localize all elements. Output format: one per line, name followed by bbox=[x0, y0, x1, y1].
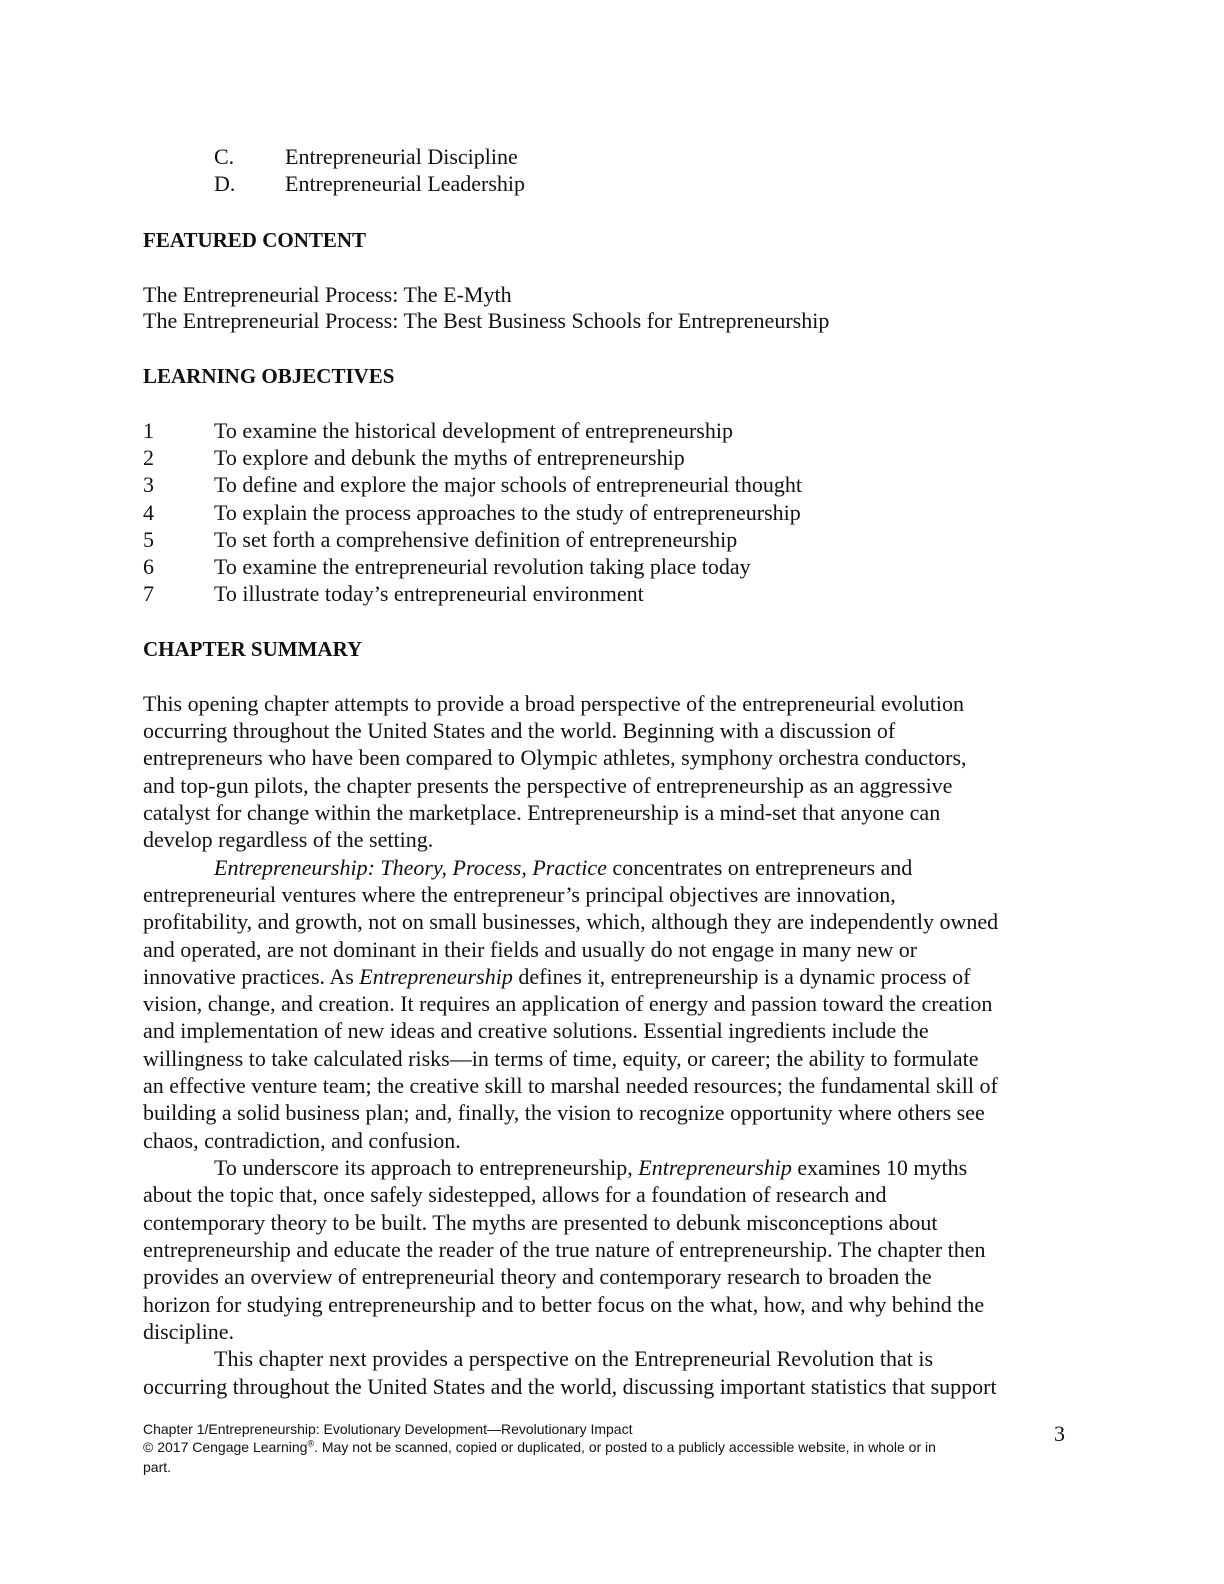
summary-line: vision, change, and creation. It requires an application of energy and passion toward the creation bbox=[143, 991, 993, 1016]
summary-line: chaos, contradiction, and confusion. bbox=[143, 1128, 461, 1153]
objective-number: 3 bbox=[143, 472, 154, 497]
learning-objectives-heading: LEARNING OBJECTIVES bbox=[143, 364, 395, 388]
summary-line: contemporary theory to be built. The myths are presented to debunk misconceptions about bbox=[143, 1210, 938, 1235]
featured-item: The Entrepreneurial Process: The Best Business Schools for Entrepreneurship bbox=[143, 308, 830, 333]
summary-line: This chapter next provides a perspective on the Entrepreneurial Revolution that is bbox=[214, 1346, 934, 1371]
summary-line bbox=[214, 855, 912, 881]
outline-text: Entrepreneurial Discipline bbox=[285, 144, 518, 169]
objective-item bbox=[143, 554, 751, 580]
summary-line: and implementation of new ideas and creative solutions. Essential ingredients include the bbox=[143, 1018, 929, 1043]
summary-line: willingness to take calculated risks—in terms of time, equity, or career; the ability to formulate bbox=[143, 1046, 979, 1071]
objective-item bbox=[143, 500, 801, 526]
copyright-text: . May not be scanned, copied or duplicated, or posted to a publicly accessible website, in whole or in bbox=[314, 1439, 936, 1455]
objective-item bbox=[143, 445, 685, 471]
summary-line: and operated, are not dominant in their fields and usually do not engage in many new or bbox=[143, 937, 918, 962]
summary-line: entrepreneurs who have been compared to Olympic athletes, symphony orchestra conductors, bbox=[143, 745, 967, 770]
summary-text: innovative practices. As bbox=[143, 964, 360, 989]
outline-item bbox=[214, 171, 525, 197]
objective-text: To explain the process approaches to the study of entrepreneurship bbox=[214, 500, 801, 525]
book-title: Entrepreneurship bbox=[359, 964, 513, 989]
page-number: 3 bbox=[1054, 1421, 1065, 1446]
book-title: Entrepreneurship bbox=[638, 1155, 792, 1180]
objective-number: 7 bbox=[143, 581, 154, 606]
objective-text: To explore and debunk the myths of entrepreneurship bbox=[214, 445, 685, 470]
summary-line: entrepreneurial ventures where the entrepreneur’s principal objectives are innovation, bbox=[143, 882, 896, 907]
objective-text: To examine the historical development of entrepreneurship bbox=[214, 418, 733, 443]
summary-line: profitability, and growth, not on small businesses, which, although they are independently owned bbox=[143, 909, 999, 934]
outline-item bbox=[214, 144, 518, 170]
summary-line: This opening chapter attempts to provide a broad perspective of the entrepreneurial evolution bbox=[143, 691, 965, 716]
objective-item bbox=[143, 418, 733, 444]
summary-text: defines it, entrepreneurship is a dynamic process of bbox=[512, 964, 971, 989]
objective-text: To set forth a comprehensive definition of entrepreneurship bbox=[214, 527, 738, 552]
summary-line: entrepreneurship and educate the reader of the true nature of entrepreneurship. The chapter then bbox=[143, 1237, 986, 1262]
summary-line: occurring throughout the United States and the world. Beginning with a discussion of bbox=[143, 718, 896, 743]
objective-number: 5 bbox=[143, 527, 154, 552]
summary-line: catalyst for change within the marketplace. Entrepreneurship is a mind-set that anyone can bbox=[143, 800, 941, 825]
summary-line: provides an overview of entrepreneurial theory and contemporary research to broaden the bbox=[143, 1264, 932, 1289]
featured-item: The Entrepreneurial Process: The E-Myth bbox=[143, 282, 512, 307]
footer-chapter-line: Chapter 1/Entrepreneurship: Evolutionary Development—Revolutionary Impact bbox=[143, 1421, 633, 1437]
objective-item bbox=[143, 472, 802, 498]
objective-number: 1 bbox=[143, 418, 154, 443]
summary-text: To underscore its approach to entrepreneurship, bbox=[214, 1155, 639, 1180]
summary-line bbox=[143, 964, 970, 990]
book-title: Entrepreneurship: Theory, Process, Practice bbox=[214, 855, 607, 880]
objective-text: To examine the entrepreneurial revolution taking place today bbox=[214, 554, 751, 579]
summary-text: concentrates on entrepreneurs and bbox=[606, 855, 913, 880]
summary-line: about the topic that, once safely sidestepped, allows for a foundation of research and bbox=[143, 1182, 887, 1207]
registered-mark: ® bbox=[307, 1438, 315, 1449]
objective-item bbox=[143, 581, 644, 607]
objective-text: To illustrate today’s entrepreneurial environment bbox=[214, 581, 644, 606]
summary-line: an effective venture team; the creative skill to marshal needed resources; the fundamental skill of bbox=[143, 1073, 998, 1098]
summary-line: discipline. bbox=[143, 1319, 235, 1344]
outline-letter: C. bbox=[214, 144, 235, 169]
objective-number: 4 bbox=[143, 500, 154, 525]
footer-copyright-continued: part. bbox=[143, 1459, 172, 1475]
featured-content-heading: FEATURED CONTENT bbox=[143, 228, 367, 252]
summary-line bbox=[214, 1155, 967, 1181]
summary-line: building a solid business plan; and, finally, the vision to recognize opportunity where others see bbox=[143, 1100, 985, 1125]
summary-line: develop regardless of the setting. bbox=[143, 827, 434, 852]
outline-letter: D. bbox=[214, 171, 236, 196]
objective-number: 6 bbox=[143, 554, 154, 579]
copyright-text: © 2017 Cengage Learning bbox=[143, 1439, 308, 1455]
objective-number: 2 bbox=[143, 445, 154, 470]
summary-line: horizon for studying entrepreneurship and to better focus on the what, how, and why behind the bbox=[143, 1292, 985, 1317]
outline-text: Entrepreneurial Leadership bbox=[285, 171, 526, 196]
summary-line: and top-gun pilots, the chapter presents the perspective of entrepreneurship as an aggressive bbox=[143, 773, 953, 798]
summary-text: examines 10 myths bbox=[791, 1155, 968, 1180]
chapter-summary-heading: CHAPTER SUMMARY bbox=[143, 637, 363, 661]
objective-item bbox=[143, 527, 737, 553]
summary-line: occurring throughout the United States and the world, discussing important statistics that support bbox=[143, 1374, 997, 1399]
objective-text: To define and explore the major schools of entrepreneurial thought bbox=[214, 472, 802, 497]
footer-copyright bbox=[143, 1439, 936, 1456]
